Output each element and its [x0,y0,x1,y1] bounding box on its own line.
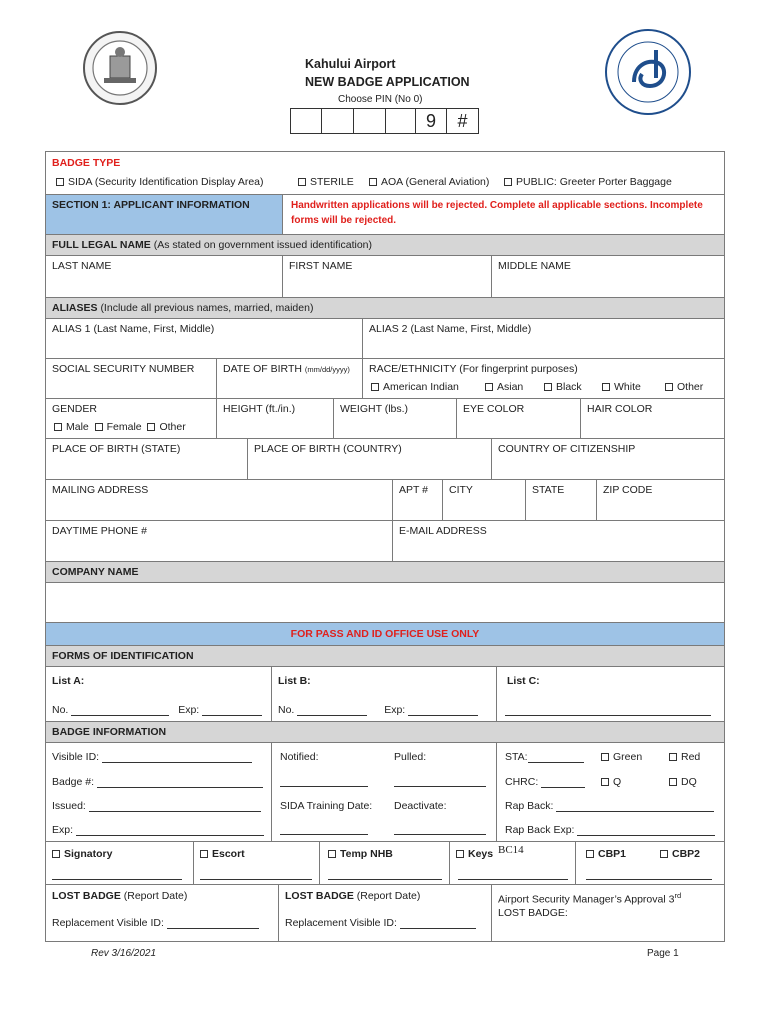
cbp-cell [575,841,725,885]
checkbox-green[interactable] [601,753,609,761]
race-white: White [614,381,641,393]
issued-label: Issued: [52,800,86,812]
middle-name-field[interactable] [491,255,725,298]
height-field[interactable] [216,398,334,439]
gender-male: Male [66,421,89,433]
list-b-section [271,666,497,722]
aliases-note: (Include all previous names, married, maiden) [100,302,314,314]
green-label: Green [613,751,643,763]
list-a-no-input[interactable] [71,705,169,716]
temp-nhb-label: Temp NHB [340,848,393,860]
hair-color-field[interactable] [580,398,725,439]
list-a-exp-label: Exp: [178,704,200,716]
checkbox-signatory[interactable] [52,850,60,858]
eye-color-field[interactable] [456,398,581,439]
list-a-exp-input[interactable] [202,705,262,716]
deactivate-input[interactable] [394,824,486,835]
lost-badge-title-1: LOST BADGE [52,890,121,902]
sta-label: STA: [505,751,528,763]
deactivate-label: Deactivate: [394,800,447,812]
checkbox-other-race[interactable] [665,383,673,391]
legal-name-header [45,234,725,256]
replacement-label-2: Replacement Visible ID: [285,917,397,929]
cbp-input[interactable] [586,869,712,880]
race-asian: Asian [497,381,524,393]
list-a-no-label: No. [52,704,69,716]
zip-field[interactable] [596,479,725,521]
section1-warning: Handwritten applications will be rejected. Complete all applicable sections. Incomplete forms will be rejected. [282,194,725,235]
escort-input[interactable] [200,869,312,880]
keys-cell [449,841,576,885]
height-label: HEIGHT (ft./in.) [223,403,296,415]
issued-input[interactable] [89,801,261,812]
legal-name-note: (As stated on government issued identification) [153,239,372,251]
signatory-cell [45,841,194,885]
alias1-label: ALIAS 1 (Last Name, First, Middle) [52,323,215,335]
pob-country-label: PLACE OF BIRTH (COUNTRY) [254,443,402,455]
chrc-input[interactable] [541,777,585,788]
list-b-label: List B: [278,675,311,687]
alias1-field[interactable] [45,318,363,359]
weight-label: WEIGHT (lbs.) [340,403,409,415]
badge-info-col3 [496,742,725,842]
pulled-label: Pulled: [394,751,427,763]
replacement-input-1[interactable] [167,918,259,929]
rap-back-exp-label: Rap Back Exp: [505,824,575,836]
checkbox-keys[interactable] [456,850,464,858]
keys-label: Keys [468,848,494,860]
approval-label: Airport Security Manager’s Approval 3 [498,893,675,906]
sida-training-input[interactable] [280,824,368,835]
sida-training-label: SIDA Training Date: [280,800,373,812]
checkbox-cbp1[interactable] [586,850,594,858]
gender-label: GENDER [52,403,97,415]
checkbox-other-gender[interactable] [147,423,155,431]
lost-badge-note-2: (Report Date) [356,890,421,902]
rap-back-exp-input[interactable] [577,825,715,836]
revision-date: Rev 3/16/2021 [91,948,157,959]
notified-input[interactable] [280,776,368,787]
last-name-label: LAST NAME [52,260,112,272]
checkbox-dq[interactable] [669,778,677,786]
dob-field[interactable] [216,358,363,399]
lost-badge-note-1: (Report Date) [123,890,188,902]
state-label: STATE [532,484,565,496]
checkbox-sterile[interactable] [298,178,306,186]
dq-label: DQ [681,776,697,788]
checkbox-aoa[interactable] [369,178,377,186]
weight-field[interactable] [333,398,457,439]
checkbox-asian[interactable] [485,383,493,391]
gender-female: Female [106,421,142,433]
checkbox-female[interactable] [95,423,103,431]
sta-input[interactable] [528,752,584,763]
keys-input[interactable] [458,869,568,880]
middle-name-label: MIDDLE NAME [498,260,571,272]
badge-info-col2 [271,742,497,842]
list-b-exp-label: Exp: [384,704,406,716]
badge-info-col1 [45,742,272,842]
temp-nhb-cell [319,841,450,885]
ssn-label: SOCIAL SECURITY NUMBER [52,363,195,375]
aliases-title: ALIASES [52,302,98,314]
gender-field [45,398,217,439]
pin-digit-1[interactable] [290,108,322,134]
citizenship-field[interactable] [491,438,725,480]
approval-sup: rd [674,891,682,900]
replacement-input-2[interactable] [400,918,476,929]
approval-cell [491,884,725,942]
office-use-banner: FOR PASS AND ID OFFICE USE ONLY [45,622,725,646]
gender-other: Other [159,421,186,433]
badge-no-label: Badge #: [52,776,95,788]
pob-country-field[interactable] [247,438,492,480]
option-aoa: AOA (General Aviation) [381,176,490,188]
race-black: Black [556,381,582,393]
checkbox-male[interactable] [54,423,62,431]
last-name-field[interactable] [45,255,283,298]
legal-name-title: FULL LEGAL NAME [52,239,151,251]
visible-id-input[interactable] [102,752,252,763]
pin-digit-4[interactable] [385,108,416,134]
first-name-label: FIRST NAME [289,260,353,272]
company-name-field[interactable] [45,582,725,623]
badge-exp-label: Exp: [52,824,74,836]
checkbox-public[interactable] [504,178,512,186]
citizenship-label: COUNTRY OF CITIZENSHIP [498,443,636,455]
company-name-header: COMPANY NAME [45,561,725,583]
pulled-input[interactable] [394,776,486,787]
pob-state-label: PLACE OF BIRTH (STATE) [52,443,181,455]
badge-info-header: BADGE INFORMATION [45,721,725,743]
checkbox-black[interactable] [544,383,552,391]
escort-cell [193,841,320,885]
keys-handwritten-value: BC14 [498,844,524,856]
lost-badge-title-2: LOST BADGE [285,890,354,902]
first-name-field[interactable] [282,255,492,298]
mailing-address-field[interactable] [45,479,393,521]
hair-color-label: HAIR COLOR [587,403,653,415]
list-a-label: List A: [52,675,85,687]
eye-color-label: EYE COLOR [463,403,525,415]
approval-lost-badge-label: LOST BADGE: [498,907,568,919]
badge-no-input[interactable] [97,777,263,788]
q-label: Q [613,776,622,788]
dob-format: (mm/dd/yyyy) [304,365,350,374]
race-field [362,358,725,399]
checkbox-temp-nhb[interactable] [328,850,336,858]
option-sterile: STERILE [310,176,354,188]
checkbox-cbp2[interactable] [660,850,668,858]
chrc-label: CHRC: [505,776,539,788]
dob-label: DATE OF BIRTH [223,363,302,375]
replacement-label-1: Replacement Visible ID: [52,917,164,929]
checkbox-sida[interactable] [56,178,64,186]
alias2-label: ALIAS 2 (Last Name, First, Middle) [369,323,532,335]
list-b-no-label: No. [278,704,295,716]
pin-digit-2[interactable] [321,108,354,134]
temp-nhb-input[interactable] [328,869,442,880]
checkbox-american-indian[interactable] [371,383,379,391]
section1-title: SECTION 1: APPLICANT INFORMATION [45,194,283,235]
apt-label: APT # [399,484,428,496]
pin-digit-5[interactable]: 9 [415,108,447,134]
lost-badge-cell-2 [278,884,492,942]
list-c-section [496,666,725,722]
checkbox-white[interactable] [602,383,610,391]
apt-field[interactable] [392,479,443,521]
badge-type-section [45,151,725,195]
alias2-field[interactable] [362,318,725,359]
airport-name: Kahului Airport [305,57,396,71]
phone-label: DAYTIME PHONE # [52,525,147,537]
dot-logo [604,28,692,116]
red-label: Red [681,751,701,763]
pin-digit-6[interactable]: # [446,108,479,134]
signatory-label: Signatory [64,848,113,860]
checkbox-red[interactable] [669,753,677,761]
rap-back-label: Rap Back: [505,800,554,812]
pin-label: Choose PIN (No 0) [338,94,423,105]
phone-field[interactable] [45,520,393,562]
state-field[interactable] [525,479,597,521]
signatory-input[interactable] [52,869,182,880]
checkbox-q[interactable] [601,778,609,786]
badge-exp-input[interactable] [76,825,264,836]
form-title: NEW BADGE APPLICATION [305,75,470,89]
pin-digit-3[interactable] [353,108,386,134]
rap-back-input[interactable] [556,801,714,812]
forms-of-id-header: FORMS OF IDENTIFICATION [45,645,725,667]
zip-label: ZIP CODE [603,484,653,496]
checkbox-escort[interactable] [200,850,208,858]
page-number: Page 1 [647,948,679,959]
cbp1-label: CBP1 [598,848,627,860]
list-b-exp-input[interactable] [408,705,478,716]
race-american-indian: American Indian [383,381,459,393]
ssn-field[interactable] [45,358,217,399]
email-field[interactable] [392,520,725,562]
city-label: CITY [449,484,473,496]
lost-badge-cell-1 [45,884,279,942]
city-field[interactable] [442,479,526,521]
badge-type-title: BADGE TYPE [52,157,121,169]
cbp2-label: CBP2 [672,848,701,860]
escort-label: Escort [212,848,245,860]
list-c-input[interactable] [505,705,711,716]
aliases-header [45,297,725,319]
option-public: PUBLIC: Greeter Porter Baggage [516,176,672,188]
list-b-no-input[interactable] [297,705,367,716]
state-seal-logo [82,30,158,106]
visible-id-label: Visible ID: [52,751,100,763]
pob-state-field[interactable] [45,438,248,480]
mailing-address-label: MAILING ADDRESS [52,484,149,496]
email-label: E-MAIL ADDRESS [399,525,487,537]
option-sida: SIDA (Security Identification Display Area) [68,176,264,188]
race-other: Other [677,381,704,393]
list-c-label: List C: [507,675,540,687]
notified-label: Notified: [280,751,319,763]
list-a-section [45,666,272,722]
race-label: RACE/ETHNICITY (For fingerprint purposes) [369,363,578,375]
